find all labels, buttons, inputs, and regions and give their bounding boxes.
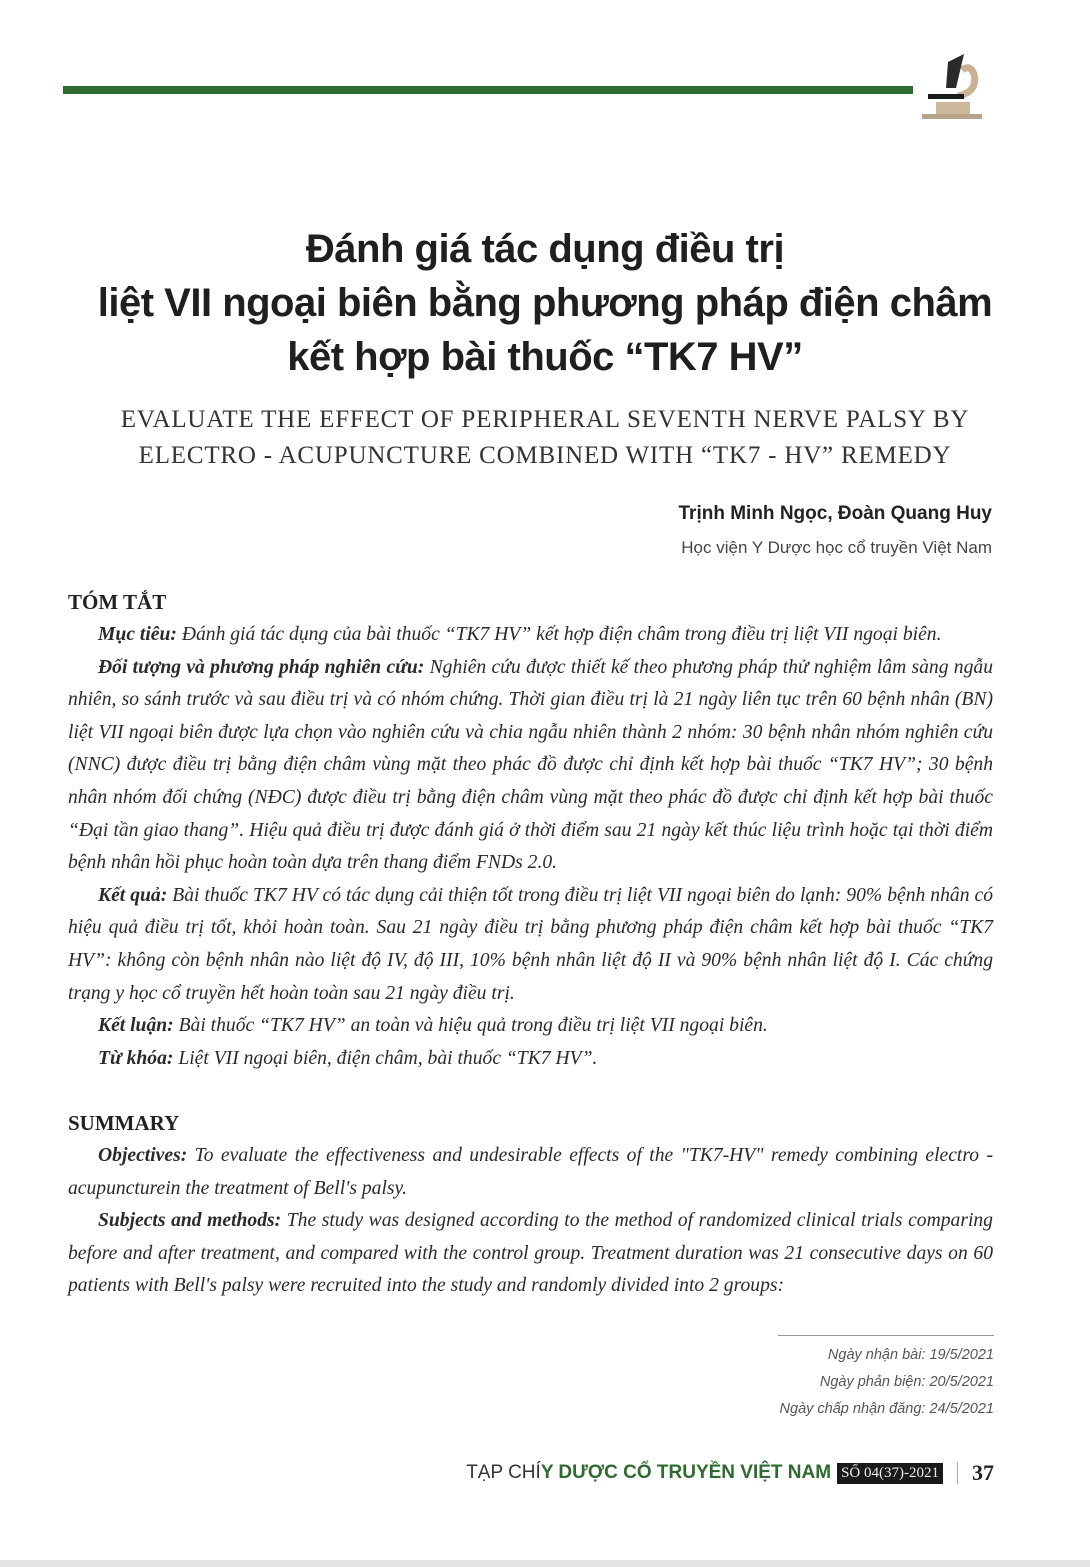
page-number: 37 bbox=[972, 1460, 994, 1485]
paragraph-label: Kết luận: bbox=[98, 1015, 174, 1037]
paragraph-text: Đánh giá tác dụng của bài thuốc “TK7 HV” kết hợp điện châm trong điều trị liệt VII ngoại biên. bbox=[176, 624, 942, 645]
date-reviewed: Ngày phản biện: 20/5/2021 bbox=[819, 1374, 994, 1390]
abstract-paragraph bbox=[68, 652, 993, 880]
affiliation: Học viện Y Dược học cổ truyền Việt Nam bbox=[681, 538, 992, 557]
abstract-vi bbox=[68, 619, 993, 1075]
abstract-paragraph bbox=[68, 880, 993, 1010]
title-line: kết hợp bài thuốc “TK7 HV” bbox=[287, 335, 803, 379]
paragraph-label: Kết quả: bbox=[98, 884, 168, 906]
abstract-heading-en: SUMMARY bbox=[68, 1111, 180, 1135]
dates-divider bbox=[778, 1335, 994, 1336]
title-line: Đánh giá tác dụng điều trị bbox=[305, 227, 785, 271]
abstract-heading-vi: TÓM TẮT bbox=[68, 590, 167, 614]
abstract-paragraph bbox=[68, 1043, 993, 1076]
paragraph-text: Nghiên cứu được thiết kế theo phương pháp thử nghiệm lâm sàng ngẫu nhiên, so sánh trước và sau điều trị và có nhóm chứng. Thời gian điều trị là 21 ngày liên tục trên 60 bệnh nhân (BN) liệt VII ngoại biên được lựa chọn vào nghiên cứu và chia ngẫu nhiên thành 2 nhóm: 30 bệnh nhân nhóm nghiên cứu (NNC) được điều trị bằng điện châm vùng mặt theo phác đồ được chỉ định kết hợp bài thuốc “TK7 HV”; 30 bệnh nhân nhóm đối chứng (NĐC) được điều trị bằng điện châm vùng mặt theo phác đồ được chỉ định kết hợp bài thuốc “Đại tần giao thang”. Hiệu quả điều trị được đánh giá ở thời điểm sau 21 ngày kết thúc liệu trình hoặc tại thời điểm bệnh nhân hồi phục hoàn toàn dựa trên thang điểm FNDs 2.0. bbox=[68, 656, 993, 874]
paragraph-text: Bài thuốc “TK7 HV” an toàn và hiệu quả trong điều trị liệt VII ngoại biên. bbox=[173, 1015, 768, 1037]
journal-prefix: TẠP CHÍ bbox=[466, 1462, 541, 1483]
paragraph-label: Đối tượng và phương pháp nghiên cứu: bbox=[98, 656, 425, 678]
paragraph-text: The study was designed according to the method of randomized clinical trials comparing before and after treatment, and compared with the control group. Treatment duration was 21 consecutive days on 60 patients with Bell's palsy were recruited into the study and randomly divided into 2 groups: bbox=[68, 1210, 993, 1297]
journal-title: Y DƯỢC CỔ TRUYỀN VIỆT NAM bbox=[540, 1462, 832, 1483]
paragraph-label: Objectives: bbox=[98, 1145, 188, 1166]
page-bottom-edge bbox=[0, 1560, 1090, 1567]
subtitle-line: ELECTRO - ACUPUNCTURE COMBINED WITH “TK7 - HV” REMEDY bbox=[138, 442, 952, 469]
article-dates bbox=[780, 1342, 994, 1423]
abstract-paragraph bbox=[68, 1205, 993, 1303]
footer-divider bbox=[957, 1462, 958, 1484]
abstract-en bbox=[68, 1140, 993, 1303]
date-received: Ngày nhận bài: 19/5/2021 bbox=[827, 1347, 994, 1363]
page-footer bbox=[466, 1460, 994, 1486]
subtitle-line: EVALUATE THE EFFECT OF PERIPHERAL SEVENTH NERVE PALSY BY bbox=[120, 406, 970, 433]
paragraph-label: Từ khóa: bbox=[98, 1047, 174, 1069]
date-accepted: Ngày chấp nhận đăng: 24/5/2021 bbox=[779, 1401, 994, 1417]
article-subtitle bbox=[40, 402, 1050, 474]
title-line: liệt VII ngoại biên bằng phương pháp điện châm bbox=[97, 281, 993, 325]
journal-name bbox=[466, 1462, 831, 1484]
paragraph-label: Subjects and methods: bbox=[98, 1210, 282, 1232]
paragraph-text: Bài thuốc TK7 HV có tác dụng cải thiện tốt trong điều trị liệt VII ngoại biên do lạnh: 90% bệnh nhân có hiệu quả điều trị tốt, khỏi hoàn toàn. Sau 21 ngày điều trị bằng phương pháp điện châm kết hợp bài thuốc “TK7 HV”: không còn bệnh nhân nào liệt độ IV, độ III, 10% bệnh nhân liệt độ II và 90% bệnh nhân liệt độ I. Các chứng trạng y học cổ truyền hết hoàn toàn sau 21 ngày điều trị. bbox=[68, 884, 993, 1004]
abstract-paragraph bbox=[68, 1140, 993, 1205]
issue-badge: SỐ 04(37)-2021 bbox=[837, 1463, 943, 1484]
paragraph-text: To evaluate the effectiveness and undesirable effects of the "TK7-HV" remedy combining electro - acupuncturein the treatment of Bell's palsy. bbox=[68, 1145, 993, 1199]
article-title bbox=[40, 222, 1050, 384]
abstract-paragraph bbox=[68, 1010, 993, 1043]
microscope-icon bbox=[918, 52, 993, 124]
paragraph-label: Mục tiêu: bbox=[98, 624, 177, 645]
abstract-paragraph bbox=[68, 619, 993, 652]
paragraph-text: Liệt VII ngoại biên, điện châm, bài thuốc “TK7 HV”. bbox=[173, 1047, 598, 1069]
header-rule bbox=[63, 86, 913, 94]
authors: Trịnh Minh Ngọc, Đoàn Quang Huy bbox=[678, 503, 992, 524]
